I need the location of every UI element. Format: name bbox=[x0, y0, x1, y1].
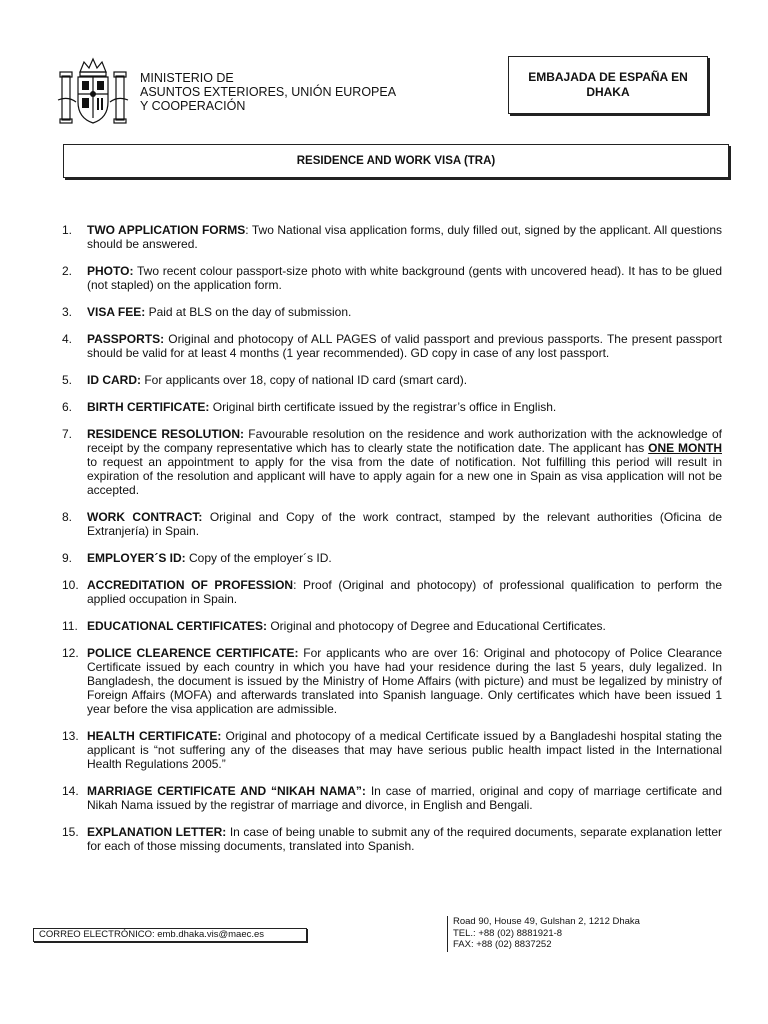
embassy-address bbox=[447, 916, 640, 952]
requirement-text: Paid at BLS on the day of submission. bbox=[145, 305, 352, 319]
requirement-heading: PHOTO: bbox=[87, 264, 134, 278]
requirement-item bbox=[62, 223, 722, 251]
requirement-item bbox=[62, 784, 722, 812]
requirement-number: 3. bbox=[62, 305, 73, 319]
requirement-item bbox=[62, 619, 722, 633]
email-text: CORREO ELECTRÓNICO: emb.dhaka.vis@maec.es bbox=[39, 929, 265, 940]
requirement-heading: ACCREDITATION OF PROFESSION bbox=[87, 578, 294, 592]
requirement-heading: PASSPORTS: bbox=[87, 332, 165, 346]
requirement-number: 4. bbox=[62, 332, 73, 346]
ministry-line: ASUNTOS EXTERIORES, UNIÓN EUROPEA bbox=[140, 85, 397, 99]
requirement-text: Copy of the employer´s ID. bbox=[185, 551, 332, 565]
requirement-heading: BIRTH CERTIFICATE: bbox=[87, 400, 210, 414]
requirement-text: : Proof (Original and photocopy) of professional qualification to perform the applied occupation in Spain. bbox=[87, 578, 723, 606]
requirement-text: Original birth certificate issued by the registrar’s office in English. bbox=[209, 400, 557, 414]
requirement-heading: POLICE CLEARENCE CERTIFICATE: bbox=[87, 646, 299, 660]
requirement-item bbox=[62, 551, 722, 565]
requirement-number: 6. bbox=[62, 400, 73, 414]
requirement-text: For applicants over 18, copy of national ID card (smart card). bbox=[141, 373, 468, 387]
requirement-number: 14. bbox=[62, 784, 79, 798]
requirement-number: 7. bbox=[62, 427, 73, 441]
requirement-number: 10. bbox=[62, 578, 79, 592]
requirement-heading: MARRIAGE CERTIFICATE AND “NIKAH NAMA”: bbox=[87, 784, 366, 798]
requirement-number: 15. bbox=[62, 825, 79, 839]
requirement-text: Favourable resolution on the residence and work authorization with the acknowledge of receipt by the company representative which has to clearly state the notification date. The applicant has bbox=[87, 427, 722, 455]
embassy-line: DHAKA bbox=[586, 85, 630, 99]
email-box bbox=[33, 928, 307, 942]
requirement-number: 9. bbox=[62, 551, 73, 565]
requirement-item bbox=[62, 373, 722, 387]
ministry-line: Y COOPERACIÓN bbox=[140, 99, 246, 113]
requirement-number: 13. bbox=[62, 729, 79, 743]
document-title bbox=[63, 144, 729, 178]
address-line: TEL.: +88 (02) 8881921-8 bbox=[453, 927, 563, 939]
embassy-box bbox=[508, 56, 708, 114]
requirement-heading: HEALTH CERTIFICATE: bbox=[87, 729, 222, 743]
requirement-number: 5. bbox=[62, 373, 73, 387]
requirement-text: Original and photocopy of ALL PAGES of valid passport and previous passports. The present passport should be valid for at least 4 months (1 year recommended). GD copy in case of any lost passport. bbox=[87, 332, 722, 360]
address-line: Road 90, House 49, Gulshan 2, 1212 Dhaka bbox=[453, 916, 640, 927]
requirement-heading: EDUCATIONAL CERTIFICATES: bbox=[87, 619, 267, 633]
ministry-line: MINISTERIO DE bbox=[140, 71, 234, 85]
ministry-name bbox=[140, 71, 396, 113]
requirement-heading: RESIDENCE RESOLUTION: bbox=[87, 427, 244, 441]
requirement-item bbox=[62, 510, 722, 538]
requirements-list bbox=[62, 223, 722, 866]
requirement-heading: ID CARD: bbox=[87, 373, 141, 387]
coat-of-arms-icon bbox=[56, 56, 130, 128]
requirement-text: In case of married, original and copy of marriage certificate and Nikah Nama issued by the registrar of marriage and divorce, in English and Bengali. bbox=[87, 784, 722, 812]
embassy-line: EMBAJADA DE ESPAÑA EN bbox=[528, 70, 688, 84]
requirement-text: Original and photocopy of a medical Certificate issued by a Bangladeshi hospital stating the applicant is “not suffering any of the diseases that may have serious public health impact listed in the International Health Regulations 2005.” bbox=[87, 729, 722, 771]
requirement-text: to request an appointment to apply for the visa from the date of notification. Not fulfilling this period will result in expiration of the resolution and applicant will have to apply again for a new one in Spain as visa application will not be accepted. bbox=[87, 455, 722, 497]
requirement-item bbox=[62, 578, 722, 606]
address-line: FAX: +88 (02) 8837252 bbox=[453, 939, 552, 950]
requirement-text: Original and Copy of the work contract, stamped by the relevant authorities (Oficina de Extranjería) in Spain. bbox=[87, 510, 722, 538]
requirement-emphasis: ONE MONTH bbox=[648, 441, 722, 455]
requirement-heading: WORK CONTRACT: bbox=[87, 510, 203, 524]
requirement-number: 11. bbox=[62, 619, 78, 633]
requirement-text: : Two National visa application forms, duly filled out, signed by the applicant. All questions should be answered. bbox=[87, 223, 722, 251]
requirement-item bbox=[62, 400, 722, 414]
requirement-number: 2. bbox=[62, 264, 73, 278]
requirement-item bbox=[62, 305, 722, 319]
requirement-item bbox=[62, 729, 722, 771]
requirement-number: 8. bbox=[62, 510, 73, 524]
requirement-heading: VISA FEE: bbox=[87, 305, 146, 319]
requirement-text: Two recent colour passport-size photo with white background (gents with uncovered head). It has to be glued (not stapled) on the application form. bbox=[87, 264, 722, 292]
requirement-number: 1. bbox=[62, 223, 73, 237]
requirement-heading: TWO APPLICATION FORMS bbox=[87, 223, 246, 237]
document-title-text: RESIDENCE AND WORK VISA (TRA) bbox=[296, 155, 496, 167]
requirement-item bbox=[62, 264, 722, 292]
requirement-heading: EMPLOYER´S ID: bbox=[87, 551, 186, 565]
requirement-text: For applicants who are over 16: Original and photocopy of Police Clearance Certificate issued by each country in which you have had your residence during the last 5 years, duly legalized. In Bangladesh, the document is issued by the Ministry of Home Affairs (with picture) and must be legalized by ministry of Foreign Affairs (MOFA) and afterwards translated into Spanish language. Only certificates which have been issued 1 year before the visa application are admissible. bbox=[87, 646, 723, 716]
requirement-heading: EXPLANATION LETTER: bbox=[87, 825, 227, 839]
requirement-item bbox=[62, 646, 722, 716]
requirement-item bbox=[62, 825, 722, 853]
requirement-item bbox=[62, 427, 722, 497]
requirement-item bbox=[62, 332, 722, 360]
requirement-text: In case of being unable to submit any of the required documents, separate explanation letter for each of those missing documents, translated into Spanish. bbox=[87, 825, 722, 853]
requirement-number: 12. bbox=[62, 646, 79, 660]
requirement-text: Original and photocopy of Degree and Educational Certificates. bbox=[267, 619, 606, 633]
